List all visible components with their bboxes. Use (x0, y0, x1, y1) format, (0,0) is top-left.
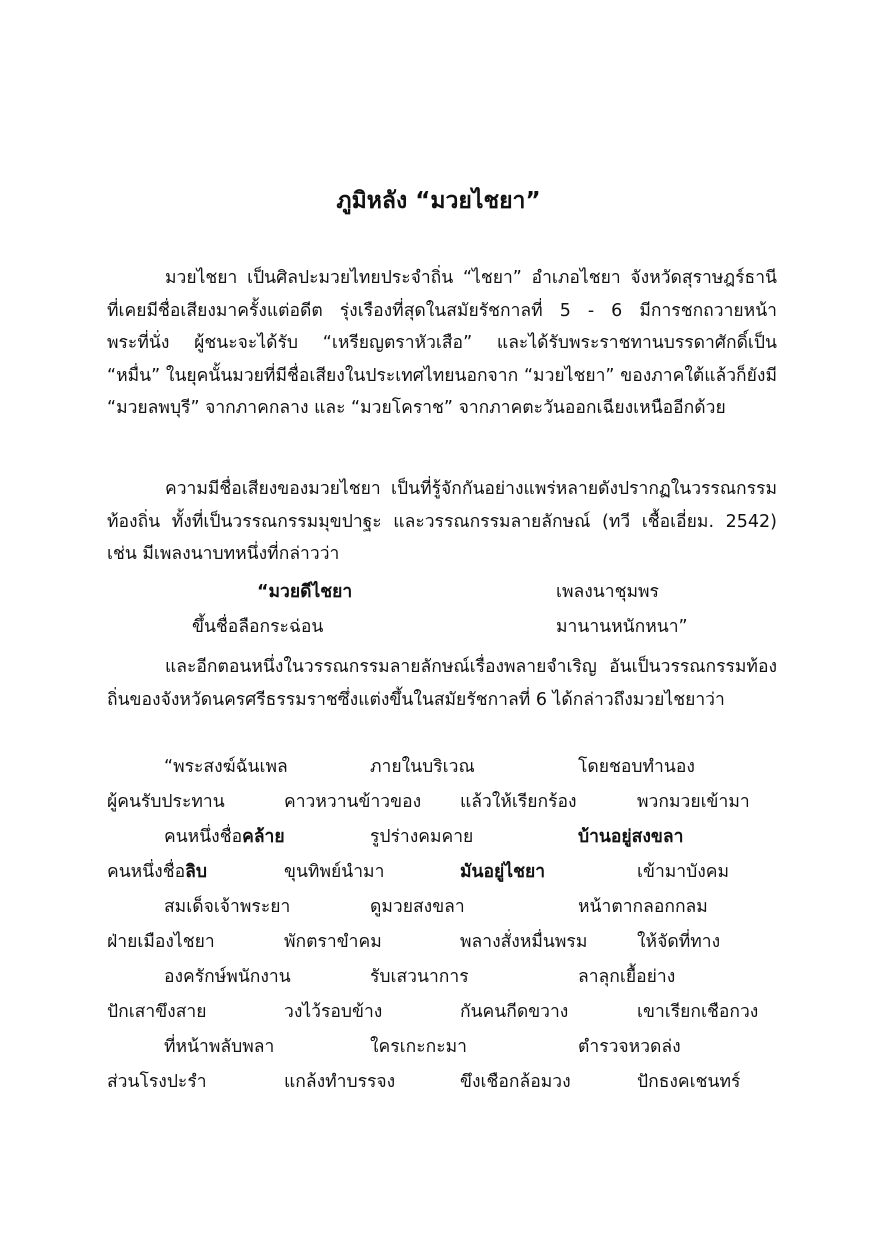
verse1-line1-left: “มวยดีไชยา (257, 582, 353, 602)
verse1-line1-right: เพลงนาชุมพร (556, 582, 659, 602)
verse2-name-lib: ลิบ (185, 862, 207, 882)
verse2-line (0, 750, 877, 784)
verse2-phrase: ผู้คนรับประทาน (107, 792, 225, 812)
verse2-line (0, 1065, 877, 1099)
paragraph-literature: และอีกตอนหนึ่งในวรรณกรรมลายลักษณ์เรื่องพลายจำเริญ อันเป็นวรรณกรรมท้องถิ่นของจังหวัดนครศรีธรรมราชซึ่งแต่งขึ้นในสมัยรัชกาลที่ 6 ได้กล่าวถึงมวยไชยาว่า (107, 657, 777, 710)
verse2-phrase: หน้าตากลอกกลม (578, 897, 708, 917)
verse2-line (0, 785, 877, 819)
verse2-phrase: ขึงเชือกล้อมวง (460, 1072, 571, 1092)
verse2-phrase: แกล้งทำบรรจง (284, 1072, 396, 1092)
verse2-line (0, 925, 877, 959)
verse2-phrase-bold: บ้านอยู่สงขลา (578, 827, 684, 847)
verse2-phrase: ปักธงคเชนทร์ (637, 1072, 741, 1092)
verse2-phrase-lead: คนหนึ่งชื่อ (164, 827, 243, 847)
verse2-phrase: วงไว้รอบข้าง (284, 1002, 383, 1022)
verse2-phrase: ขุนทิพย์นำมา (284, 862, 385, 882)
verse2-phrase (107, 855, 207, 889)
page-title: ภูมิหลัง “มวยไชยา” (336, 188, 541, 214)
verse2-phrase: ใครเกะกะมา (370, 1037, 467, 1057)
verse2-phrase: ฝ่ายเมืองไชยา (107, 932, 215, 952)
verse2-phrase: โดยชอบทำนอง (578, 757, 695, 777)
verse2-phrase: ส่วนโรงปะรำ (107, 1072, 207, 1092)
verse2-phrase: ปักเสาขึงสาย (107, 1002, 207, 1022)
verse1-line2-left: ขึ้นชื่อลือกระฉ่อน (192, 617, 324, 637)
verse2-phrase: แล้วให้เรียกร้อง (460, 792, 577, 812)
verse2-phrase: ที่หน้าพลับพลา (164, 1037, 275, 1057)
verse2-phrase: ดูมวยสงขลา (370, 897, 465, 917)
verse2-phrase: “พระสงฆ์ฉันเพล (164, 757, 288, 777)
verse2-line (0, 820, 877, 854)
verse1-line2-right: มานานหนักหนา” (556, 617, 688, 637)
verse2-name-klai: คล้าย (242, 827, 285, 847)
paragraph-fame: ความมีชื่อเสียงของมวยไชยา เป็นที่รู้จักกันอย่างแพร่หลายดังปรากฏในวรรณกรรมท้องถิ่น ทั้งที่เป็นวรรณกรรมมุขปาฐะ และวรรณกรรมลายลักษณ์ (ทวี เชื้อเอี่ยม. 2542) เช่น มีเพลงนาบทหนึ่งที่กล่าวว่า (107, 479, 777, 564)
verse2-line (0, 960, 877, 994)
verse2-phrase-lead: คนหนึ่งชื่อ (107, 862, 186, 882)
verse2-phrase: ภายในบริเวณ (370, 757, 475, 777)
verse2-phrase: องครักษ์พนักงาน (164, 967, 291, 987)
verse2-phrase: พวกมวยเข้ามา (637, 792, 750, 812)
verse2-phrase: พักตราขำคม (284, 932, 382, 952)
verse2-phrase (164, 820, 285, 854)
paragraph-intro: มวยไชยา เป็นศิลปะมวยไทยประจำถิ่น “ไชยา” อำเภอไชยา จังหวัดสุราษฎร์ธานี ที่เคยมีชื่อเสียงมาครั้งแต่อดีต รุ่งเรืองที่สุดในสมัยรัชกาลที่ 5 - 6 มีการชกถวายหน้าพระที่นั่ง ผู้ชนะจะได้รับ “เหรียญตราหัวเสือ” และได้รับพระราชทานบรรดาศักดิ์เป็น “หมื่น” ในยุคนั้นมวยที่มีชื่อเสียงในประเทศไทยนอกจาก “มวยไชยา” ของภาคใต้แล้วก็ยังมี “มวยลพบุรี” จากภาคกลาง และ “มวยโคราช” จากภาคตะวันออกเฉียงเหนืออีกด้วย (107, 268, 777, 418)
verse2-phrase: เข้ามาบังคม (637, 862, 730, 882)
verse2-phrase: ลาลุกเยื้อย่าง (578, 967, 676, 987)
verse2-phrase: กันคนกีดขวาง (460, 1002, 569, 1022)
verse2-phrase: รูปร่างคมคาย (370, 827, 474, 847)
verse2-phrase: เขาเรียกเชือกวง (637, 1002, 759, 1022)
verse2-line (0, 890, 877, 924)
verse2-line (0, 995, 877, 1029)
verse2-phrase: รับเสวนาการ (370, 967, 469, 987)
verse2-phrase: ตำรวจหวดล่ง (578, 1037, 681, 1057)
verse2-phrase: พลางสั่งหมื่นพรม (460, 932, 588, 952)
verse2-line (0, 855, 877, 889)
verse2-phrase: คาวหวานข้าวของ (284, 792, 422, 812)
verse2-phrase: สมเด็จเจ้าพระยา (164, 897, 291, 917)
verse2-phrase-bold: มันอยู่ไชยา (460, 862, 546, 882)
verse2-phrase: ให้จัดที่ทาง (637, 932, 721, 952)
verse2-line (0, 1030, 877, 1064)
